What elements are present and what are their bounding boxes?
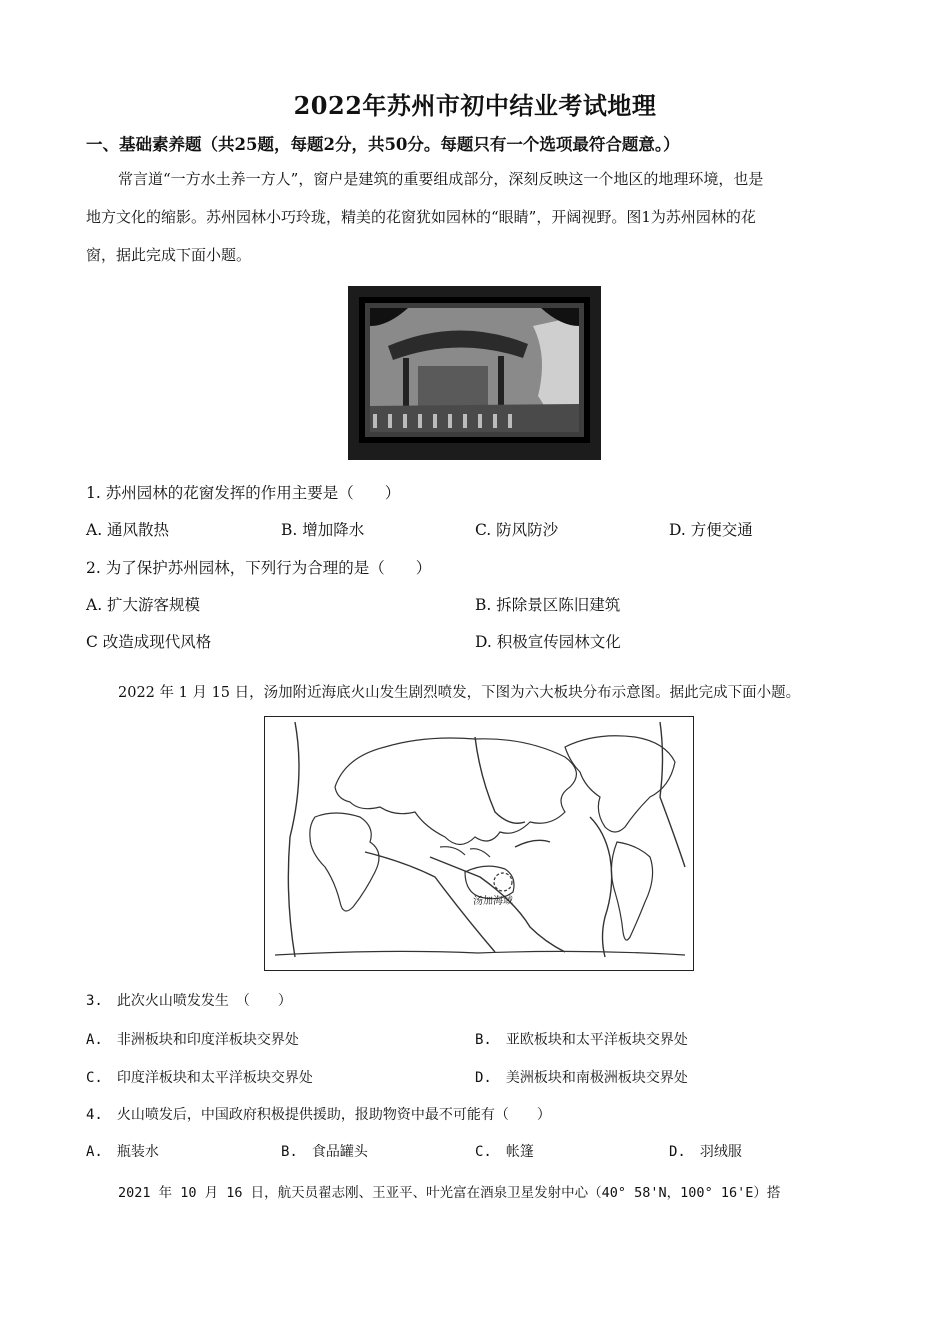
- q2-option-b: B. 拆除景区陈旧建筑: [475, 596, 621, 614]
- q2-option-d: D. 积极宣传园林文化: [475, 633, 621, 651]
- q1-option-b: B. 增加降水: [281, 521, 365, 539]
- q2-option-c: C 改造成现代风格: [86, 633, 212, 651]
- question-4-stem: 4. 火山喷发后，中国政府积极提供援助，报助物资中最不可能有（ ）: [86, 1107, 551, 1123]
- q4-option-a: A. 瓶装水: [86, 1144, 159, 1160]
- intro-paragraph-3: 2021 年 10 月 16 日，航天员翟志刚、王亚平、叶光富在酒泉卫星发射中心（40° 58'N，100° 16'E）搭: [118, 1185, 781, 1201]
- q1-option-c: C. 防风防沙: [475, 521, 559, 539]
- q3-option-c: C. 印度洋板块和太平洋板块交界处: [86, 1070, 313, 1086]
- intro-line: 常言道“一方水土养一方人”，窗户是建筑的重要组成部分，深刻反映这一个地区的地理环境，也是: [118, 170, 764, 188]
- page-title: 2022年苏州市初中结业考试地理: [293, 91, 657, 120]
- intro-line: 窗，据此完成下面小题。: [86, 246, 252, 264]
- q4-option-c: C. 帐篷: [475, 1144, 534, 1160]
- q3-option-b: B. 亚欧板块和太平洋板块交界处: [475, 1032, 688, 1048]
- plate-distribution-map: [264, 716, 694, 971]
- q2-option-a: A. 扩大游客规模: [86, 596, 201, 614]
- q3-option-a: A. 非洲板块和印度洋板块交界处: [86, 1032, 299, 1048]
- intro-line: 地方文化的缩影。苏州园林小巧玲珑，精美的花窗犹如园林的“眼睛”，开阔视野。图1为苏州园林的花: [86, 208, 756, 226]
- q1-option-a: A. 通风散热: [86, 521, 170, 539]
- q1-option-d: D. 方便交通: [669, 521, 753, 539]
- question-2-stem: 2. 为了保护苏州园林，下列行为合理的是（ ）: [86, 559, 432, 577]
- intro-paragraph-2: 2022 年 1 月 15 日，汤加附近海底火山发生剧烈喷发，下图为六大板块分布示意图。据此完成下面小题。: [118, 685, 801, 701]
- question-3-stem: 3. 此次火山喷发发生 （ ）: [86, 993, 292, 1009]
- q4-option-b: B. 食品罐头: [281, 1144, 368, 1160]
- section-heading: 一、基础素养题（共25题，每题2分，共50分。每题只有一个选项最符合题意。）: [86, 135, 680, 154]
- question-1-stem: 1. 苏州园林的花窗发挥的作用主要是（ ）: [86, 484, 401, 502]
- q4-option-d: D. 羽绒服: [669, 1144, 742, 1160]
- tonga-label: 汤加海域: [473, 896, 513, 907]
- garden-window-photo: [348, 286, 601, 460]
- q3-option-d: D. 美洲板块和南极洲板块交界处: [475, 1070, 688, 1086]
